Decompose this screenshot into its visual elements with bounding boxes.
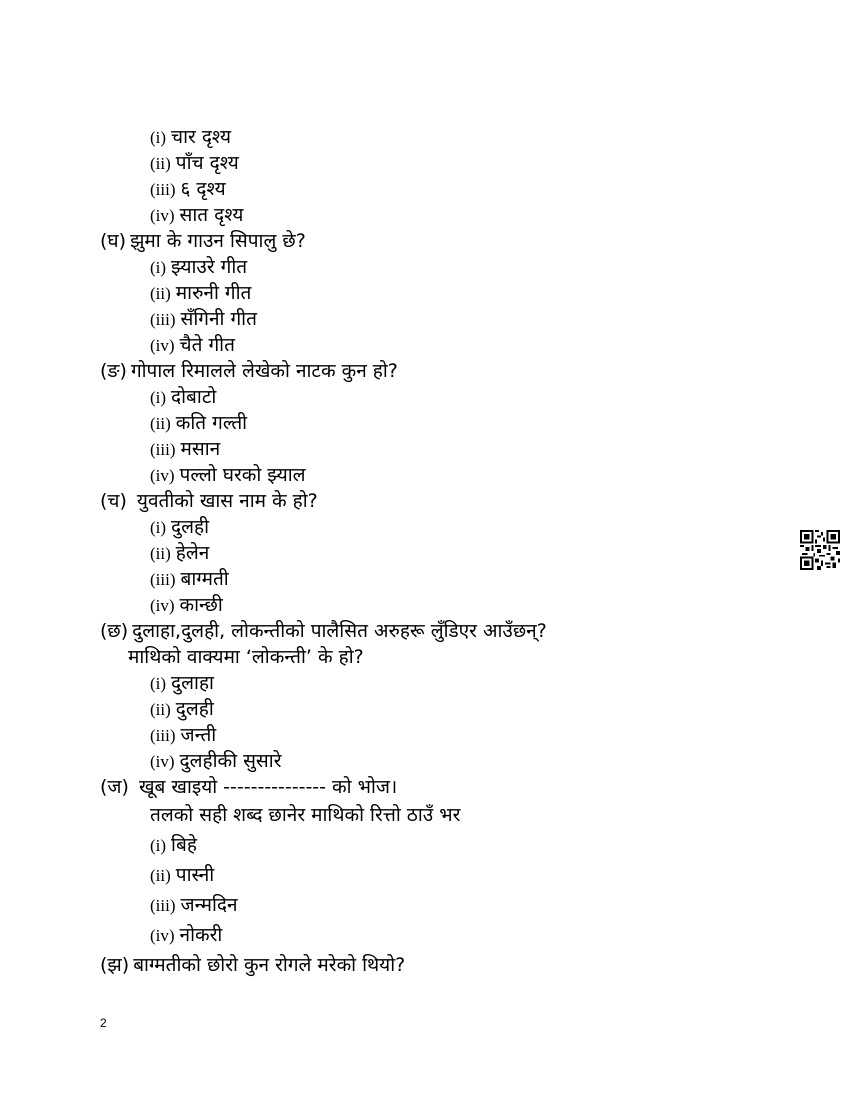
option-text: जन्मदिन bbox=[180, 894, 238, 916]
option-number: (ii) bbox=[150, 414, 171, 433]
option-text: बिहे bbox=[171, 834, 197, 856]
line-text: तलको सही शब्द छानेर माथिको रित्तो ठाउँ भर bbox=[150, 804, 461, 826]
answer-option bbox=[150, 722, 216, 749]
line-text: माथिको वाक्यमा ‘लोकन्ती’ के हो? bbox=[128, 646, 364, 668]
line-text: युवतीको खास नाम के हो? bbox=[130, 490, 318, 512]
question-number: (ज) bbox=[100, 776, 129, 798]
option-text: पास्नी bbox=[175, 864, 215, 886]
answer-option bbox=[150, 150, 239, 177]
option-text: दुलही bbox=[175, 698, 214, 720]
option-number: (iv) bbox=[150, 596, 175, 615]
answer-option bbox=[150, 332, 235, 359]
answer-option bbox=[150, 254, 247, 281]
option-text: मसान bbox=[180, 438, 221, 460]
answer-option bbox=[150, 832, 197, 859]
answer-option bbox=[150, 748, 281, 775]
page-number: 2 bbox=[100, 1016, 107, 1030]
answer-option bbox=[150, 306, 257, 333]
qr-code-icon bbox=[800, 530, 840, 570]
answer-option bbox=[150, 202, 243, 229]
option-text: हेलेन bbox=[175, 542, 210, 564]
option-number: (ii) bbox=[150, 866, 171, 885]
option-number: (ii) bbox=[150, 544, 171, 563]
option-text: दुलहीकी सुसारे bbox=[179, 750, 282, 772]
instruction-text bbox=[150, 802, 460, 828]
answer-option bbox=[150, 670, 214, 697]
option-number: (iv) bbox=[150, 752, 175, 771]
answer-option bbox=[150, 384, 216, 411]
question bbox=[100, 228, 306, 254]
option-text: कति गल्ती bbox=[175, 412, 248, 434]
option-text: मारुनी गीत bbox=[175, 282, 252, 304]
option-number: (iii) bbox=[150, 896, 176, 915]
option-text: दुलाहा bbox=[171, 672, 214, 694]
question-number: (झ) bbox=[100, 954, 130, 976]
option-number: (iv) bbox=[150, 336, 175, 355]
option-number: (i) bbox=[150, 518, 167, 537]
option-number: (iii) bbox=[150, 570, 176, 589]
option-number: (ii) bbox=[150, 284, 171, 303]
question bbox=[100, 618, 547, 644]
answer-option bbox=[150, 436, 220, 463]
answer-option bbox=[150, 696, 214, 723]
answer-option bbox=[150, 124, 231, 151]
option-text: चैते गीत bbox=[179, 334, 235, 356]
option-number: (iii) bbox=[150, 180, 176, 199]
question bbox=[100, 358, 398, 384]
option-number: (ii) bbox=[150, 154, 171, 173]
question bbox=[100, 488, 318, 514]
option-number: (i) bbox=[150, 128, 167, 147]
answer-option bbox=[150, 540, 209, 567]
option-number: (i) bbox=[150, 836, 167, 855]
line-text: खूब खाइयो --------------- को भोज। bbox=[132, 776, 398, 798]
option-text: सँगिनी गीत bbox=[180, 308, 257, 330]
line-text: झुमा के गाउन सिपालु छे? bbox=[130, 230, 306, 252]
question bbox=[100, 952, 405, 978]
option-number: (iv) bbox=[150, 926, 175, 945]
line-text: बाग्मतीको छोरो कुन रोगले मरेको थियो? bbox=[133, 954, 406, 976]
option-text: दुलही bbox=[171, 516, 210, 538]
question-number: (च) bbox=[100, 490, 127, 512]
option-text: पाँच दृश्य bbox=[175, 152, 239, 174]
option-text: सात दृश्य bbox=[179, 204, 244, 226]
option-text: जन्ती bbox=[180, 724, 217, 746]
answer-option bbox=[150, 922, 222, 949]
question-continuation bbox=[128, 644, 364, 670]
answer-option bbox=[150, 892, 238, 919]
option-number: (iii) bbox=[150, 310, 176, 329]
answer-option bbox=[150, 566, 229, 593]
option-number: (iv) bbox=[150, 466, 175, 485]
option-number: (iii) bbox=[150, 440, 176, 459]
question-number: (घ) bbox=[100, 230, 127, 252]
answer-option bbox=[150, 862, 214, 889]
option-number: (i) bbox=[150, 674, 167, 693]
option-text: दोबाटो bbox=[171, 386, 217, 408]
question bbox=[100, 774, 397, 800]
option-number: (ii) bbox=[150, 700, 171, 719]
answer-option bbox=[150, 410, 247, 437]
option-text: कान्छी bbox=[179, 594, 223, 616]
option-text: नोकरी bbox=[179, 924, 223, 946]
option-text: झ्याउरे गीत bbox=[171, 256, 248, 278]
option-number: (iv) bbox=[150, 206, 175, 225]
option-number: (i) bbox=[150, 258, 167, 277]
option-number: (iii) bbox=[150, 726, 176, 745]
option-text: चार दृश्य bbox=[171, 126, 232, 148]
answer-option bbox=[150, 592, 223, 619]
option-text: ६ दृश्य bbox=[180, 178, 226, 200]
question-number: (ङ) bbox=[100, 360, 127, 382]
option-text: बाग्मती bbox=[180, 568, 229, 590]
option-number: (i) bbox=[150, 388, 167, 407]
line-text: दुलाहा,दुलही, लोकन्तीको पालैसित अरुहरू लुँडिएर आउँछन्? bbox=[132, 620, 547, 642]
answer-option bbox=[150, 462, 306, 489]
answer-option bbox=[150, 514, 209, 541]
answer-option bbox=[150, 176, 226, 203]
option-text: पल्लो घरको झ्याल bbox=[179, 464, 306, 486]
line-text: गोपाल रिमालले लेखेको नाटक कुन हो? bbox=[130, 360, 398, 382]
question-number: (छ) bbox=[100, 620, 129, 642]
answer-option bbox=[150, 280, 251, 307]
